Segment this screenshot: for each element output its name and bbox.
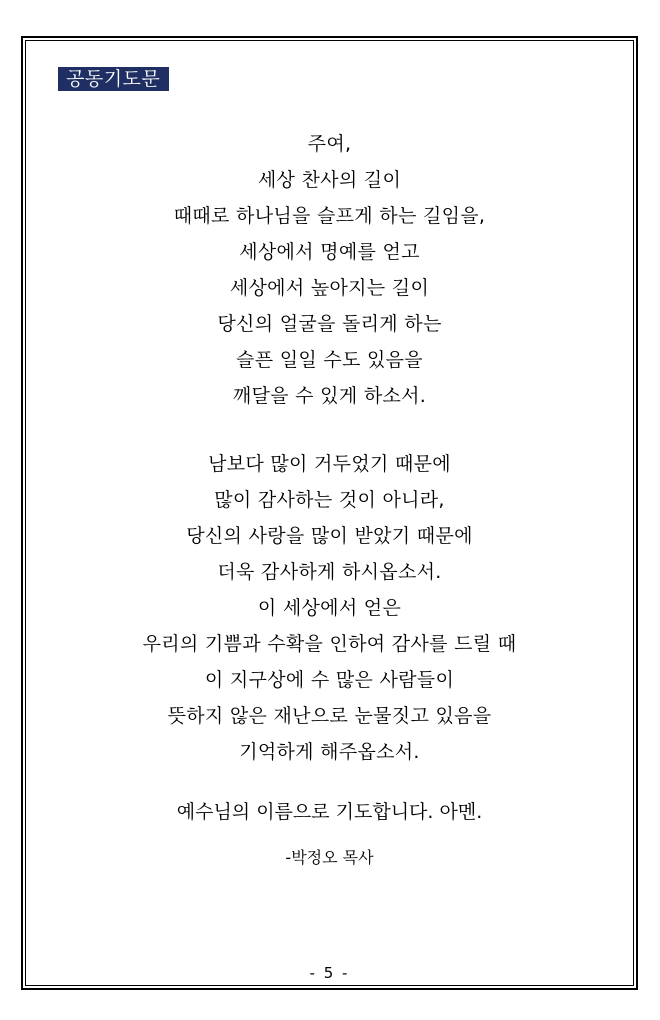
prayer-line: 슬픈 일일 수도 있음을 [236, 349, 423, 371]
prayer-line: 깨달을 수 있게 하소서. [232, 385, 427, 407]
prayer-line: 당신의 사랑을 많이 받았기 때문에 [186, 525, 473, 547]
prayer-line: 남보다 많이 거두었기 때문에 [208, 453, 451, 475]
prayer-line: 당신의 얼굴을 돌리게 하는 [217, 313, 442, 335]
prayer-line: 이 지구상에 수 많은 사람들이 [204, 669, 455, 691]
prayer-stanza-1 [25, 126, 634, 414]
page-number: - 5 - [309, 964, 350, 982]
prayer-line: 세상에서 명예를 얻고 [239, 241, 420, 263]
prayer-stanza-2 [25, 446, 634, 770]
prayer-line: 세상에서 높아지는 길이 [229, 277, 430, 299]
section-title: 공동기도문 [58, 67, 169, 91]
prayer-line: 주여, [307, 133, 352, 155]
closing-line: 예수님의 이름으로 기도합니다. 아멘. [176, 801, 483, 823]
prayer-line: 많이 감사하는 것이 아니라, [214, 489, 445, 511]
prayer-line: 세상 찬사의 길이 [257, 169, 402, 191]
prayer-line: 기억하게 해주옵소서. [239, 741, 420, 763]
prayer-line: 우리의 기쁨과 수확을 인하여 감사를 드릴 때 [142, 633, 517, 655]
author-credit: -박정오 목사 [285, 848, 374, 867]
prayer-line: 이 세상에서 얻은 [257, 597, 402, 619]
prayer-line: 뜻하지 않은 재난으로 눈물짓고 있음을 [167, 705, 492, 727]
prayer-line: 때때로 하나님을 슬프게 하는 길임을, [173, 205, 486, 227]
prayer-line: 더욱 감사하게 하시옵소서. [217, 561, 442, 583]
